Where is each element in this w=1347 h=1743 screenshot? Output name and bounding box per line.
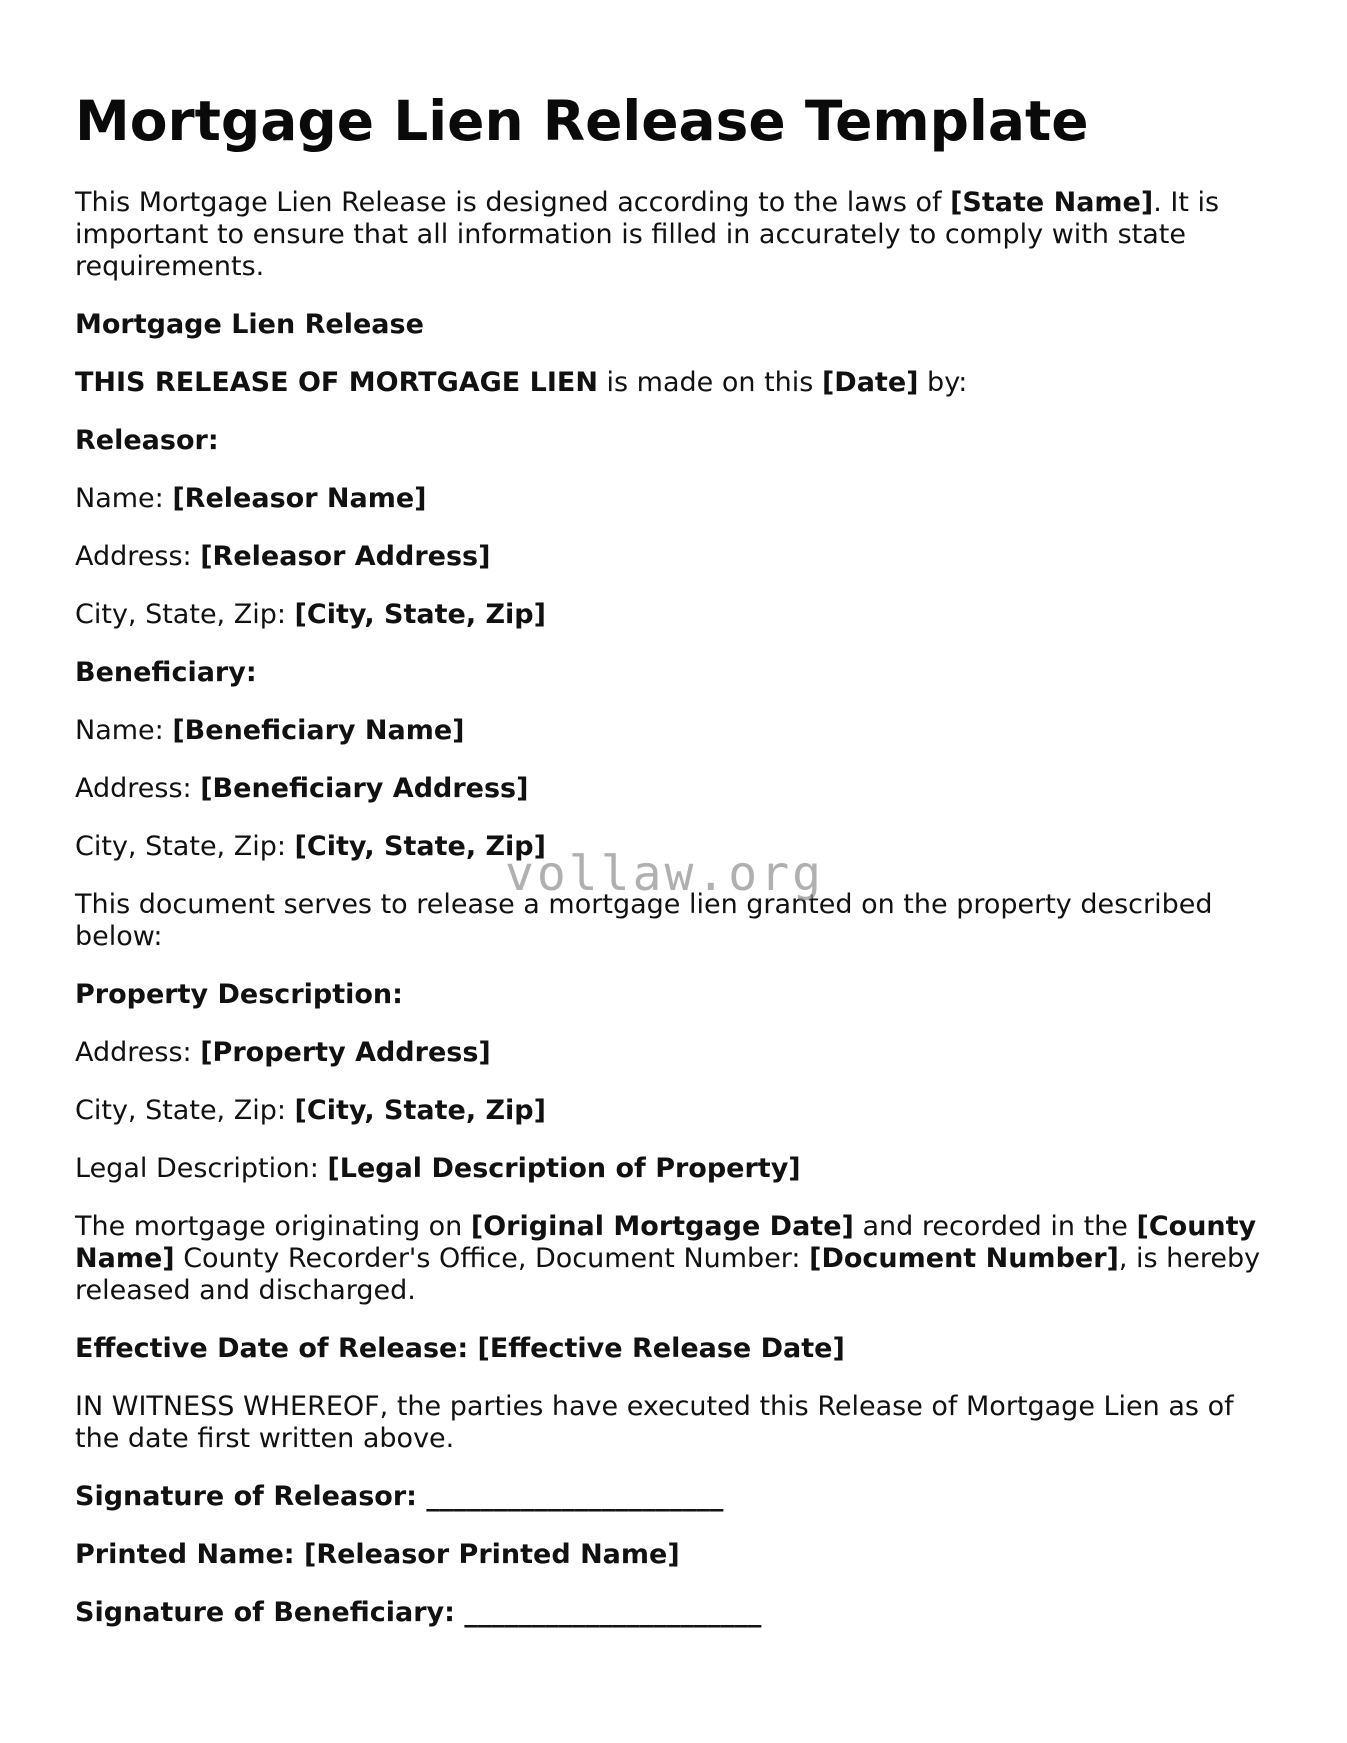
beneficiary-name-placeholder: [Beneficiary Name]	[172, 715, 465, 746]
beneficiary-heading: Beneficiary:	[75, 657, 257, 688]
intro-text-1: This Mortgage Lien Release is designed according to the laws of	[75, 187, 951, 218]
releasor-name-line: Name: [Releasor Name]	[75, 483, 427, 514]
printed-name-line: Printed Name: [Releasor Printed Name]	[75, 1539, 680, 1570]
property-address-line: Address: [Property Address]	[75, 1037, 491, 1068]
original-date-placeholder: [Original Mortgage Date]	[470, 1211, 854, 1242]
document-number-placeholder: [Document Number]	[809, 1243, 1119, 1274]
state-name-placeholder: [State Name]	[950, 187, 1154, 218]
date-placeholder: [Date]	[821, 367, 919, 398]
purpose-paragraph: This document serves to release a mortgage lien granted on the property described below:	[75, 889, 1213, 952]
intro-text-2: . It is important to ensure that all information is filled in accurately to comply with state requirements.	[75, 187, 1220, 282]
beneficiary-address-placeholder: [Beneficiary Address]	[200, 773, 529, 804]
witness-paragraph: IN WITNESS WHEREOF, the parties have executed this Release of Mortgage Lien as of the date first written above.	[75, 1391, 1234, 1454]
release-statement: THIS RELEASE OF MORTGAGE LIEN is made on this [Date] by:	[75, 367, 968, 398]
releasor-address-line: Address: [Releasor Address]	[75, 541, 491, 572]
document-title: Mortgage Lien Release Template	[75, 89, 1089, 153]
beneficiary-signature-line: Signature of Beneficiary: ______________________	[75, 1597, 762, 1628]
property-city-line: City, State, Zip: [City, State, Zip]	[75, 1095, 546, 1126]
releasor-name-placeholder: [Releasor Name]	[172, 483, 427, 514]
property-legal-line: Legal Description: [Legal Description of Property]	[75, 1153, 801, 1184]
releasor-signature-line: Signature of Releasor: ______________________	[75, 1481, 724, 1512]
beneficiary-name-line: Name: [Beneficiary Name]	[75, 715, 465, 746]
property-city-placeholder: [City, State, Zip]	[294, 1095, 546, 1126]
releasor-address-placeholder: [Releasor Address]	[200, 541, 491, 572]
legal-description-placeholder: [Legal Description of Property]	[327, 1153, 801, 1184]
intro-paragraph	[75, 187, 1275, 283]
release-lead: THIS RELEASE OF MORTGAGE LIEN	[75, 367, 598, 398]
section-heading: Mortgage Lien Release	[75, 309, 424, 340]
beneficiary-city-line: City, State, Zip: [City, State, Zip]	[75, 831, 546, 862]
watermark: vollaw.org	[505, 846, 824, 902]
document-page	[75, 88, 1275, 1655]
beneficiary-city-placeholder: [City, State, Zip]	[294, 831, 546, 862]
property-address-placeholder: [Property Address]	[200, 1037, 491, 1068]
effective-date-line: Effective Date of Release: [Effective Release Date]	[75, 1333, 845, 1364]
property-heading: Property Description:	[75, 979, 403, 1010]
mortgage-paragraph: The mortgage originating on [Original Mortgage Date] and recorded in the [County Name] County Recorder's Office, Document Number: [Document Number], is hereby released and discharged.	[75, 1211, 1261, 1306]
releasor-heading: Releasor:	[75, 425, 219, 456]
county-name-placeholder: [County Name]	[75, 1211, 1257, 1274]
releasor-city-placeholder: [City, State, Zip]	[294, 599, 546, 630]
releasor-city-line: City, State, Zip: [City, State, Zip]	[75, 599, 546, 630]
beneficiary-address-line: Address: [Beneficiary Address]	[75, 773, 529, 804]
